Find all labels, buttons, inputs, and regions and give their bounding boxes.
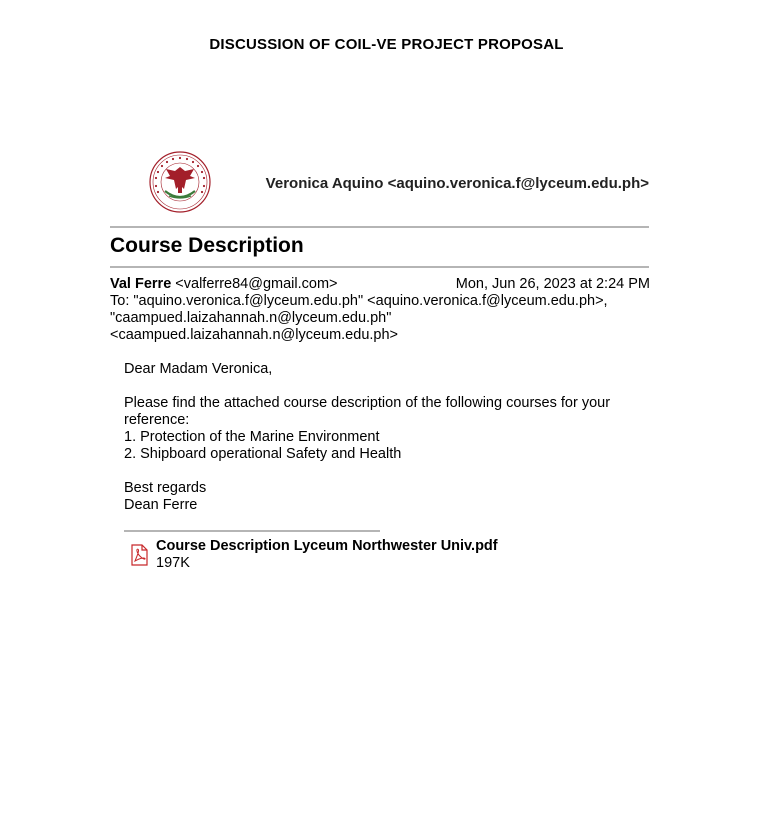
attachment-divider [124, 530, 380, 532]
attachment-info [156, 538, 498, 572]
to-line-3: <caampued.laizahannah.n@lyceum.edu.ph> [110, 327, 399, 343]
closing: Best regards [124, 480, 207, 496]
pdf-icon [128, 544, 150, 566]
sender-header: Veronica Aquino <aquino.veronica.f@lyceum.edu.ph> [265, 175, 649, 192]
from-email: <valferre84@gmail.com> [175, 276, 338, 292]
message-meta [110, 276, 650, 344]
attachment-name[interactable]: Course Description Lyceum Northwester Univ.pdf [156, 538, 498, 554]
attachment[interactable] [128, 538, 498, 572]
paragraph-line-2: reference: [124, 412, 190, 428]
attachment-size: 197K [156, 555, 190, 571]
greeting: Dear Madam Veronica, [124, 361, 273, 377]
message-body [124, 361, 644, 514]
signature: Dean Ferre [124, 497, 198, 513]
paragraph-line-1: Please find the attached course description of the following courses for your [124, 395, 611, 411]
university-seal-icon [149, 151, 211, 213]
message-date: Mon, Jun 26, 2023 at 2:24 PM [455, 276, 650, 292]
to-line-2: "caampued.laizahannah.n@lyceum.edu.ph" [110, 310, 392, 326]
top-divider [110, 226, 649, 228]
from-name: Val Ferre [110, 276, 172, 292]
document-title: DISCUSSION OF COIL-VE PROJECT PROPOSAL [209, 36, 564, 53]
from-row [110, 276, 650, 293]
to-line-1: To: "aquino.veronica.f@lyceum.edu.ph" <aquino.veronica.f@lyceum.edu.ph>, [110, 293, 608, 309]
email-subject: Course Description [110, 234, 304, 257]
subject-divider [110, 266, 649, 268]
list-item-2: 2. Shipboard operational Safety and Health [124, 446, 402, 462]
list-item-1: 1. Protection of the Marine Environment [124, 429, 380, 445]
